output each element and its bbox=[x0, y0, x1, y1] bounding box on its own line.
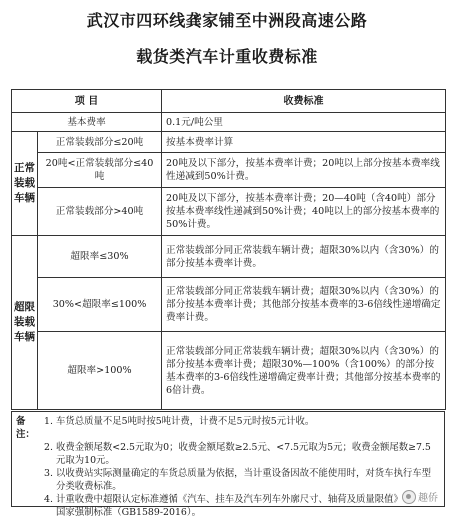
note-text: 车货总质量不足5吨时按5吨计费，计费不足5元时按5元计收。 bbox=[56, 416, 315, 427]
table-row bbox=[12, 188, 446, 236]
title-line-2: 载货类汽车计重收费标准 bbox=[136, 47, 318, 66]
table-row bbox=[12, 113, 446, 132]
table-row bbox=[12, 278, 446, 332]
note-item bbox=[16, 493, 440, 519]
base-rate-standard: 0.1元/吨公里 bbox=[162, 113, 446, 132]
standard-cell: 按基本费率计算 bbox=[162, 132, 446, 153]
notes-section bbox=[11, 411, 445, 518]
note-number: 2. bbox=[44, 442, 53, 453]
standard-cell: 20吨及以下部分，按基本费率计费；20—40吨（含40吨）部分按基本费率线性递减到50%计费；40吨以上的部分按基本费率的50%计费。 bbox=[162, 188, 446, 236]
note-text: 收费金额尾数<2.5元取为0；收费金额尾数≥2.5元、<7.5元取为5元；收费金额尾数≥7.5元取为10元。 bbox=[56, 442, 431, 466]
note-text: 以收费站实际测量确定的车货总质量为依据，当计重设备因故不能使用时，对货车执行车型分类收费标准。 bbox=[56, 468, 432, 492]
note-item bbox=[16, 441, 440, 467]
table-row bbox=[12, 153, 446, 188]
item-cell: 30%<超限率≤100% bbox=[38, 278, 162, 332]
note-number: 1. bbox=[44, 416, 53, 427]
notes-label: 备注： bbox=[16, 416, 35, 440]
note-number: 3. bbox=[44, 468, 53, 479]
watermark-text: 趣侨 bbox=[418, 493, 438, 504]
note-text: 计重收费中超限认定标准遵循《汽车、挂车及汽车列车外廓尺寸、轴荷及质量限值》国家强制标准（GB1589-2016）。 bbox=[56, 494, 399, 518]
note-item bbox=[16, 415, 440, 441]
base-rate-item: 基本费率 bbox=[12, 113, 162, 132]
watermark bbox=[402, 489, 438, 504]
table-row bbox=[12, 332, 446, 410]
header-row bbox=[12, 90, 446, 113]
header-item: 项 目 bbox=[12, 90, 162, 113]
watermark-logo-icon bbox=[402, 490, 416, 504]
standard-cell: 正常装载部分同正常装载车辆计费；超限30%以内（含30%）的部分按基本费率计费；超限30%—100%（含100%）的部分按基本费率的3-6倍线性递增确定费率计费；其他部分按基本费率的6倍计费。 bbox=[162, 332, 446, 410]
title-line-1: 武汉市四环线龚家铺至中洲段高速公路 bbox=[86, 11, 368, 30]
item-cell: 超限率≤30% bbox=[38, 236, 162, 278]
note-number: 4. bbox=[44, 494, 53, 505]
category-normal: 正常装载车辆 bbox=[12, 132, 38, 236]
note-item bbox=[16, 467, 440, 493]
category-overload: 超限装载车辆 bbox=[12, 236, 38, 410]
standard-cell: 20吨及以下部分，按基本费率计费；20吨以上部分按基本费率线性递减到50%计费。 bbox=[162, 153, 446, 188]
fee-table bbox=[11, 89, 446, 410]
header-standard: 收费标准 bbox=[162, 90, 446, 113]
standard-cell: 正常装载部分同正常装载车辆计费；超限30%以内（含30%）的部分按基本费率计费；其他部分按基本费率的3-6倍线性递增确定费率计费。 bbox=[162, 278, 446, 332]
item-cell: 20吨<正常装载部分≤40吨 bbox=[38, 153, 162, 188]
item-cell: 正常装载部分>40吨 bbox=[38, 188, 162, 236]
item-cell: 超限率>100% bbox=[38, 332, 162, 410]
item-cell: 正常装载部分≤20吨 bbox=[38, 132, 162, 153]
standard-cell: 正常装载部分同正常装载车辆计费；超限30%以内（含30%）的部分按基本费率计费。 bbox=[162, 236, 446, 278]
table-row bbox=[12, 132, 446, 153]
table-row bbox=[12, 236, 446, 278]
